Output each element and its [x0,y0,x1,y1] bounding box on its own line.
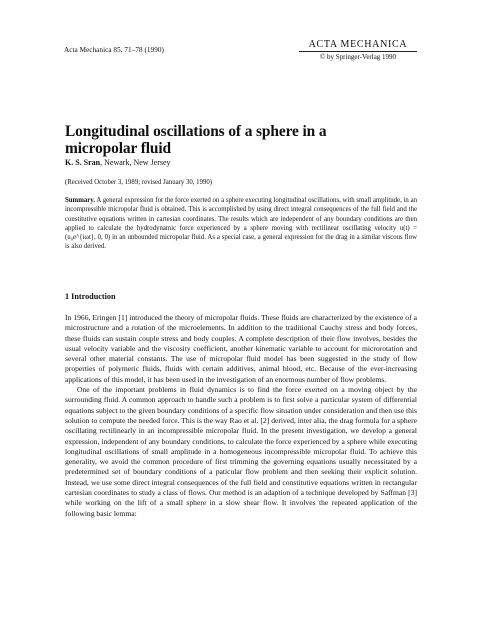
author-affiliation: , Newark, New Jersey [100,158,171,167]
summary-text: A general expression for the force exerted on a sphere executing longitudinal oscillations, with small amplitude, in an incompressible micropolar fluid is obtained. This is accomplished by using direct integral consequences of the full field and the constitutive equations written in cartesian coordinates. The results which are independent of any boundary conditions are then applied to calculate the hydrodynamic force experienced by a sphere moving with rectilinear oscillating velocity u(t) = (u₀e^{iωt}, 0, 0) in an unbounded micropolar fluid. As a special case, a general expression for the drag in a similar viscous flow is also derived. [65,197,417,251]
masthead-rule [299,51,417,52]
article-title: Longitudinal oscillations of a sphere in a micropolar fluid [65,123,327,157]
author-name: K. S. Sran [65,158,101,167]
section-body [65,313,417,519]
author-line [65,158,171,167]
summary-abstract [65,196,417,252]
body-paragraph: In 1966, Eringen [1] introduced the theory of micropolar fluids. These fluids are characterized by the existence of a microstructure and a rotation of the microelements. In addition to the traditional Cauchy stress and body forces, these fluids can sustain couple stress and body couples. A complete description of their flow involves, besides the usual velocity variable and the viscosity coefficient, another kinematic variable to account for microrotation and several other material constants. The use of micropolar fluid model has been suggested in the study of flow properties of polymeric fluids, fluids with certain additives, animal blood, etc. Because of the ever-increasing applications of this model, it has been used in the investigation of an enormous number of flow problems. [65,313,417,384]
journal-name: ACTA MECHANICA [308,39,408,50]
received-dates: (Received October 3, 1989; revised January 30, 1990) [65,179,213,186]
body-paragraph: One of the important problems in fluid dynamics is to find the force exerted on a moving object by the surrounding fluid. A common approach to handle such a problem is to first solve a particular system of differential equations subject to the given boundary conditions of a specific flow situation under consideration and then use this solution to compute the needed force. This is the way Rao et al. [2] derived, inter alia, the drag formula for a sphere oscillating rectilinearly in an incompressible micropolar fluid. In the present investigation, we develop a general expression, independent of any boundary conditions, to calculate the force experienced by a sphere while executing longitudinal oscillations of small amplitude in a homogeneous incompressible micropolar fluid. To achieve this generality, we avoid the common procedure of first trimming the governing equations usually necessitated by a predetermined set of boundary conditions of a paticular flow problem and then seeking their explicit solution. Instead, we use some direct integral consequences of the full field and constitutive equations written in rectangular cartesian coordinates to study a class of flows. Our method is an adaption of a technique developed by Saffman [3] while working on the lift of a small sphere in a slow shear flow. It involves the repeated application of the following basic lemma: [65,385,417,518]
publisher-line: © by Springer-Verlag 1990 [319,53,397,61]
section-heading: 1 Introduction [65,292,116,301]
journal-masthead [298,39,418,62]
summary-label: Summary. [65,197,96,204]
journal-reference: Acta Mechanica 85, 71–78 (1990) [64,46,164,54]
